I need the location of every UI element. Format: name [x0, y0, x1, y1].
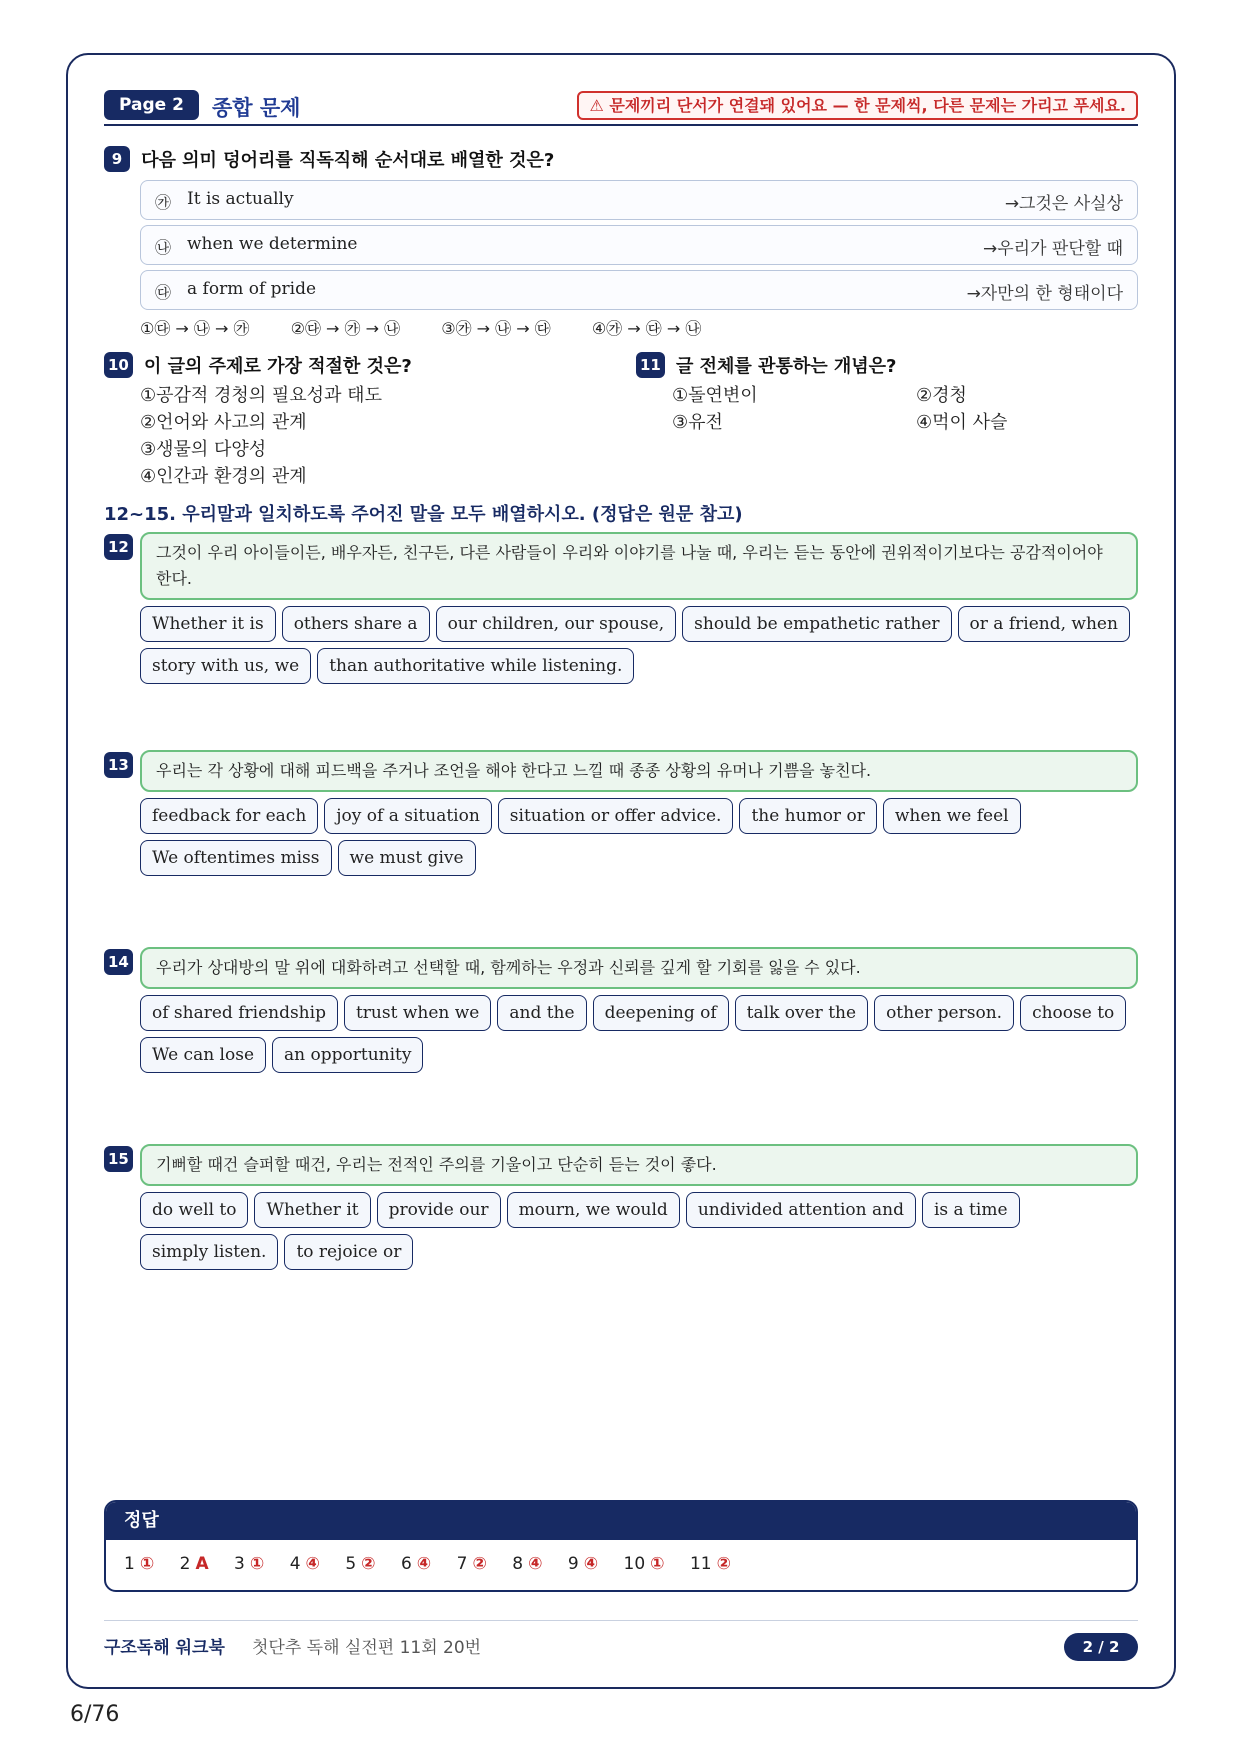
choice[interactable]: ②㉰ → ㉮ → ㉯	[290, 319, 401, 338]
footer-page-badge: 2 / 2	[1064, 1633, 1138, 1661]
question-number: 14	[104, 949, 133, 975]
word-tile[interactable]: do well to	[140, 1192, 248, 1228]
answer-list	[106, 1540, 1136, 1574]
answer-item: 5 ②	[345, 1554, 376, 1574]
question-title: 이 글의 주제로 가장 적절한 것은?	[143, 356, 412, 377]
choice-list	[140, 316, 1138, 339]
question-number: 10	[104, 352, 133, 378]
choice[interactable]: ④㉮ → ㉰ → ㉯	[591, 319, 702, 338]
word-tile[interactable]: feedback for each	[140, 798, 318, 834]
korean-sentence: 우리는 각 상황에 대해 피드백을 주거나 조언을 해야 한다고 느낄 때 종종 상황의 유머나 기쁨을 놓친다.	[140, 750, 1138, 792]
choice[interactable]: ④인간과 환경의 관계	[140, 466, 307, 487]
word-tiles	[140, 606, 1140, 684]
word-tile[interactable]: deepening of	[593, 995, 729, 1031]
choice[interactable]: ①돌연변이	[672, 385, 758, 406]
choice[interactable]: ①공감적 경청의 필요성과 태도	[140, 385, 382, 406]
page-counter: 6/76	[70, 1702, 120, 1727]
choice[interactable]: ②경청	[916, 385, 967, 406]
chunk-mark: ㉰	[155, 283, 172, 302]
section-title: 12~15. 우리말과 일치하도록 주어진 말을 모두 배열하시오. (정답은 원문 참고)	[104, 504, 743, 525]
footer-brand: 구조독해 워크북	[104, 1638, 225, 1658]
chunk-mark: ㉯	[155, 238, 172, 257]
word-tile[interactable]: is a time	[922, 1192, 1020, 1228]
choice[interactable]: ③㉮ → ㉯ → ㉰	[441, 319, 551, 338]
page-title: 종합 문제	[212, 96, 301, 120]
answer-item: 8 ④	[512, 1554, 543, 1574]
choice[interactable]: ③생물의 다양성	[140, 439, 267, 460]
question-title: 글 전체를 관통하는 개념은?	[675, 356, 897, 377]
question-number: 11	[636, 352, 665, 378]
word-tile[interactable]: our children, our spouse,	[436, 606, 677, 642]
answer-item: 4 ④	[289, 1554, 320, 1574]
word-tile[interactable]: when we feel	[883, 798, 1021, 834]
word-tile[interactable]: to rejoice or	[284, 1234, 413, 1270]
question-title: 다음 의미 덩어리를 직독직해 순서대로 배열한 것은?	[141, 150, 555, 171]
word-tile[interactable]: trust when we	[344, 995, 491, 1031]
chunk-mark: ㉮	[155, 193, 172, 212]
word-tile[interactable]: an opportunity	[272, 1037, 423, 1073]
answer-item: 9 ④	[567, 1554, 599, 1574]
question-15	[104, 1144, 1138, 1270]
chunk-korean: →우리가 판단할 때	[982, 239, 1123, 259]
choice[interactable]: ①㉰ → ㉯ → ㉮	[140, 319, 250, 338]
word-tile[interactable]: talk over the	[735, 995, 868, 1031]
word-tiles	[140, 798, 1140, 876]
answer-key	[104, 1500, 1138, 1592]
word-tile[interactable]: provide our	[377, 1192, 501, 1228]
word-tile[interactable]: other person.	[874, 995, 1014, 1031]
worksheet	[104, 90, 1138, 1658]
word-tile[interactable]: choose to	[1020, 995, 1126, 1031]
word-tile[interactable]: We oftentimes miss	[140, 840, 332, 876]
question-number: 9	[104, 146, 130, 172]
chunk-english: a form of pride	[187, 279, 317, 299]
korean-sentence: 기뻐할 때건 슬퍼할 때건, 우리는 전적인 주의를 기울이고 단순히 듣는 것이 좋다.	[140, 1144, 1138, 1186]
answer-item: 10 ①	[623, 1554, 665, 1574]
word-tile[interactable]: of shared friendship	[140, 995, 338, 1031]
word-tile[interactable]: Whether it	[254, 1192, 370, 1228]
word-tile[interactable]: others share a	[282, 606, 430, 642]
chunk-english: when we determine	[187, 234, 358, 254]
choice[interactable]: ③유전	[672, 412, 723, 433]
word-tile[interactable]: we must give	[338, 840, 476, 876]
page-badge: Page 2	[104, 90, 199, 120]
word-tile[interactable]: situation or offer advice.	[498, 798, 734, 834]
question-13	[104, 750, 1138, 876]
footer-subtitle: 첫단추 독해 실전편 11회 20번	[252, 1638, 482, 1658]
word-tile[interactable]: We can lose	[140, 1037, 266, 1073]
question-10	[104, 352, 624, 490]
word-tile[interactable]: mourn, we would	[507, 1192, 680, 1228]
choice-list	[672, 382, 1136, 436]
question-14	[104, 947, 1138, 1073]
answer-item: 7 ②	[456, 1554, 487, 1574]
choice[interactable]: ④먹이 사슬	[916, 412, 1008, 433]
answer-item: 3 ①	[234, 1554, 265, 1574]
choice[interactable]: ②언어와 사고의 관계	[140, 412, 307, 433]
word-tile[interactable]: undivided attention and	[686, 1192, 916, 1228]
chunk-row	[140, 225, 1138, 265]
word-tile[interactable]: simply listen.	[140, 1234, 278, 1270]
question-number: 15	[104, 1146, 133, 1172]
question-9	[104, 146, 1138, 339]
word-tiles	[140, 995, 1140, 1073]
answer-item: 11 ②	[689, 1554, 732, 1574]
korean-sentence: 우리가 상대방의 말 위에 대화하려고 선택할 때, 함께하는 우정과 신뢰를 깊게 할 기회를 잃을 수 있다.	[140, 947, 1138, 989]
answer-item: 2 A	[179, 1554, 209, 1574]
word-tile[interactable]: should be empathetic rather	[682, 606, 951, 642]
question-11	[636, 352, 1136, 436]
chunk-row	[140, 270, 1138, 310]
page-header	[104, 90, 1138, 126]
chunk-row	[140, 180, 1138, 220]
answer-item: 1 ①	[124, 1554, 155, 1574]
word-tile[interactable]: joy of a situation	[324, 798, 492, 834]
chunk-korean: →그것은 사실상	[1004, 194, 1123, 214]
korean-sentence: 그것이 우리 아이들이든, 배우자든, 친구든, 다른 사람들이 우리와 이야기를 나눌 때, 우리는 듣는 동안에 권위적이기보다는 공감적이어야 한다.	[140, 532, 1138, 600]
word-tile[interactable]: the humor or	[739, 798, 876, 834]
question-number: 13	[104, 752, 133, 778]
word-tile[interactable]: Whether it is	[140, 606, 276, 642]
answer-key-title: 정답	[106, 1502, 1136, 1540]
word-tile[interactable]: and the	[497, 995, 586, 1031]
warning-banner: ⚠ 문제끼리 단서가 연결돼 있어요 — 한 문제씩, 다른 문제는 가리고 푸세요.	[577, 91, 1138, 120]
word-tile[interactable]: story with us, we	[140, 648, 311, 684]
question-number: 12	[104, 534, 133, 560]
chunk-korean: →자만의 한 형태이다	[966, 284, 1123, 304]
question-12	[104, 532, 1138, 684]
word-tile[interactable]: than authoritative while listening.	[317, 648, 634, 684]
chunk-english: It is actually	[187, 189, 294, 209]
answer-item: 6 ④	[400, 1554, 432, 1574]
page-footer	[104, 1620, 1138, 1660]
word-tile[interactable]: or a friend, when	[958, 606, 1130, 642]
word-tiles	[140, 1192, 1140, 1270]
